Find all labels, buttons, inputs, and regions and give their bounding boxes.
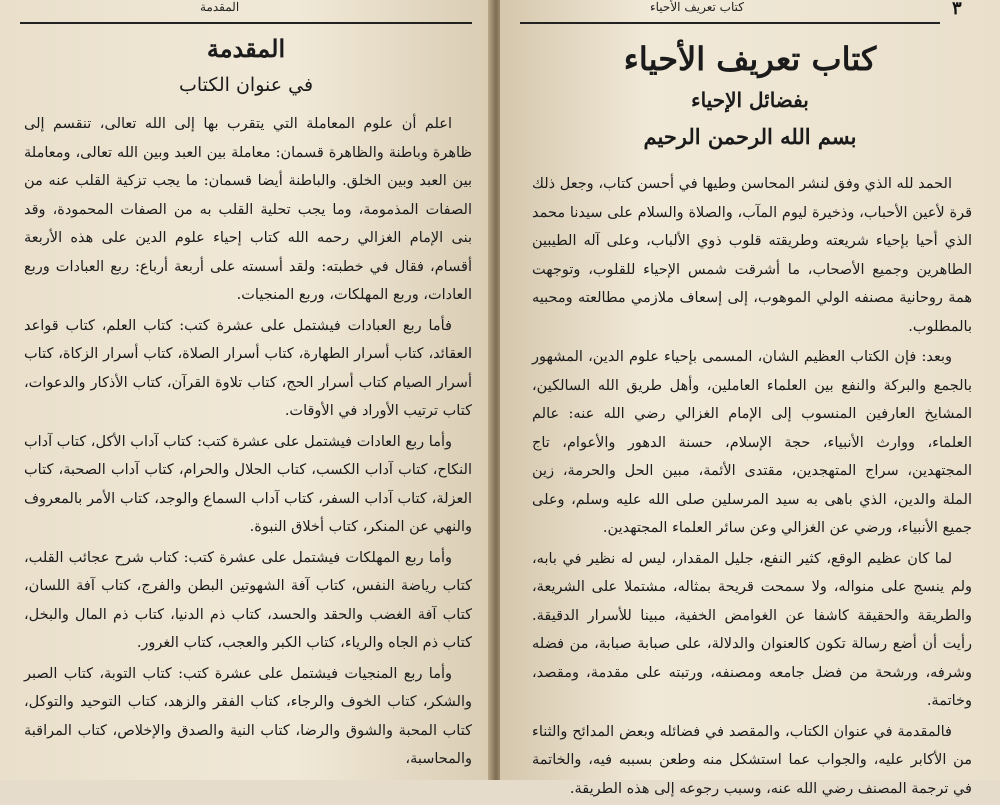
right-running-head: كتاب تعريف الأحياء	[650, 0, 744, 14]
left-header-rule	[20, 22, 472, 24]
left-paragraph-5: وأما ربع المنجيات فيشتمل على عشرة كتب: كتاب التوبة، كتاب الصبر والشكر، كتاب الخوف والرجاء، كتاب الفقر والزهد، كتاب التوحيد والتوكل، كتاب المحبة والشوق والرضا، كتاب النية والصدق والإخلاص، كتاب المراقبة والمحاسبة،	[24, 665, 472, 767]
left-paragraph-3: وأما ربع العادات فيشتمل على عشرة كتب: كتاب آداب الأكل، كتاب آداب النكاح، كتاب آداب الكسب، كتاب الحلال والحرام، كتاب آداب الصحبة، كتاب العزلة، كتاب آداب السفر، كتاب آداب السماع والوجد، كتاب الأمر بالمعروف والنهي عن المنكر، كتاب أخلاق النبوة.	[24, 433, 472, 535]
basmala: بسم الله الرحمن الرحيم	[643, 124, 857, 149]
right-body	[532, 170, 972, 805]
left-paragraph-1: اعلم أن علوم المعاملة التي يتقرب بها إلى الله تعالى، تنقسم إلى ظاهرة وباطنة والظاهرة قسمان: معاملة بين العبد وبين الله تعالى، ومعاملة بين العبد وبين الخلق. والباطنة أيضا قسمان: ما يجب تزكية القلب عنه من الصفات المذمومة، وما يجب تحلية القلب به من الصفات المحمودة، وقد بنى الإمام الغزالي رحمه الله كتاب إحياء علوم الدين على هذه الأربعة أقسام، فقال في خطبته: ولقد أسسته على أربعة أرباع: ربع العبادات وربع العادات، وربع المهلكات، وربع المنجيات.	[24, 116, 472, 303]
left-running-head: المقدمة	[200, 0, 240, 14]
right-page	[500, 0, 1000, 797]
right-paragraph-3: لما كان عظيم الوقع، كثير النفع، جليل المقدار، ليس له نظير في بابه، ولم ينسج على منواله، ولا سمحت قريحة بمثاله، مشتملا على الشريعة، والطريقة والحقيقة كاشفا عن الغوامض الخفية، مبينا للأسرار الدقيقة. رأيت أن أضع رسالة تكون كالعنوان والدلالة، على صبابة صبابة، من فضله وشرفه، ورشحة من فضل جامعه ومصنفه، ورتبته على مقدمة، ومقصد، وخاتمة.	[532, 550, 972, 709]
book-subtitle: بفضائل الإحياء	[691, 88, 809, 112]
right-paragraph-1: الحمد لله الذي وفق لنشر المحاسن وطيها في أحسن كتاب، وجعل ذلك قرة لأعين الأحباب، وذخيرة ليوم المآب، والصلاة والسلام على سيدنا محمد الذي أحيا بإحياء شريعته وطريقته قلوب ذوي الألباب، وعلى آله الطيبين الطاهرين وجميع الأصحاب، ما أشرقت شمس الإحياء للقلوب، وتوجهت همة روحانية مصنفه الولي الموهوب، إلى إسعاف ملازمي مطالعته ومحبيه بالمطلوب.	[532, 176, 972, 335]
left-page	[0, 0, 492, 780]
book-title: كتاب تعريف الأحياء	[623, 40, 877, 78]
left-paragraph-2: فأما ربع العبادات فيشتمل على عشرة كتب: كتاب العلم، كتاب قواعد العقائد، كتاب أسرار الطهارة، كتاب أسرار الصلاة، كتاب أسرار الزكاة، كتاب أسرار الصيام كتاب أسرار الحج، كتاب تلاوة القرآن، كتاب الأذكار والدعوات، كتاب ترتيب الأوراد في الأوقات.	[24, 317, 472, 419]
left-body	[24, 110, 472, 776]
section-title: المقدمة	[206, 34, 286, 63]
right-paragraph-2: وبعد: فإن الكتاب العظيم الشان، المسمى بإحياء علوم الدين، المشهور بالجمع والبركة والنفع بين العلماء العاملين، وأهل طريق الله السالكين، المشايخ العارفين المنسوب إلى الإمام الغزالي رضي الله عنه: عالم العلماء، ووارث الأنبياء، حجة الإسلام، حسنة الدهور والأعوام، تاج المجتهدين، سراج المتهجدين، مقتدى الأئمة، مبين الحل والحرمة، زين الملة والدين، الذي باهى به سيد المرسلين صلى الله عليه وسلم، وعلى جميع الأنبياء، ورضي عن الغزالي وعن سائر العلماء المجتهدين.	[532, 349, 972, 536]
subsection-title: في عنوان الكتاب	[178, 74, 314, 96]
page-number: ٣	[952, 0, 962, 19]
left-paragraph-4: وأما ربع المهلكات فيشتمل على عشرة كتب: كتاب شرح عجائب القلب، كتاب رياضة النفس، كتاب آفة الشهوتين البطن والفرج، كتاب آفة اللسان، كتاب آفة الغضب والحقد والحسد، كتاب ذم الدنيا، كتاب ذم المال والبخل، كتاب ذم الجاه والرياء، كتاب الكبر والعجب، كتاب الغرور.	[24, 549, 472, 651]
right-header-rule	[520, 22, 940, 24]
right-paragraph-4: فالمقدمة في عنوان الكتاب، والمقصد في فضائله وبعض المدائح والثناء من الأكابر عليه، والجواب عما استشكل منه وطعن بسببه فيه، والخاتمة في ترجمة المصنف رضي الله عنه، وسبب رجوعه إلى هذه الطريقة.	[532, 723, 972, 797]
